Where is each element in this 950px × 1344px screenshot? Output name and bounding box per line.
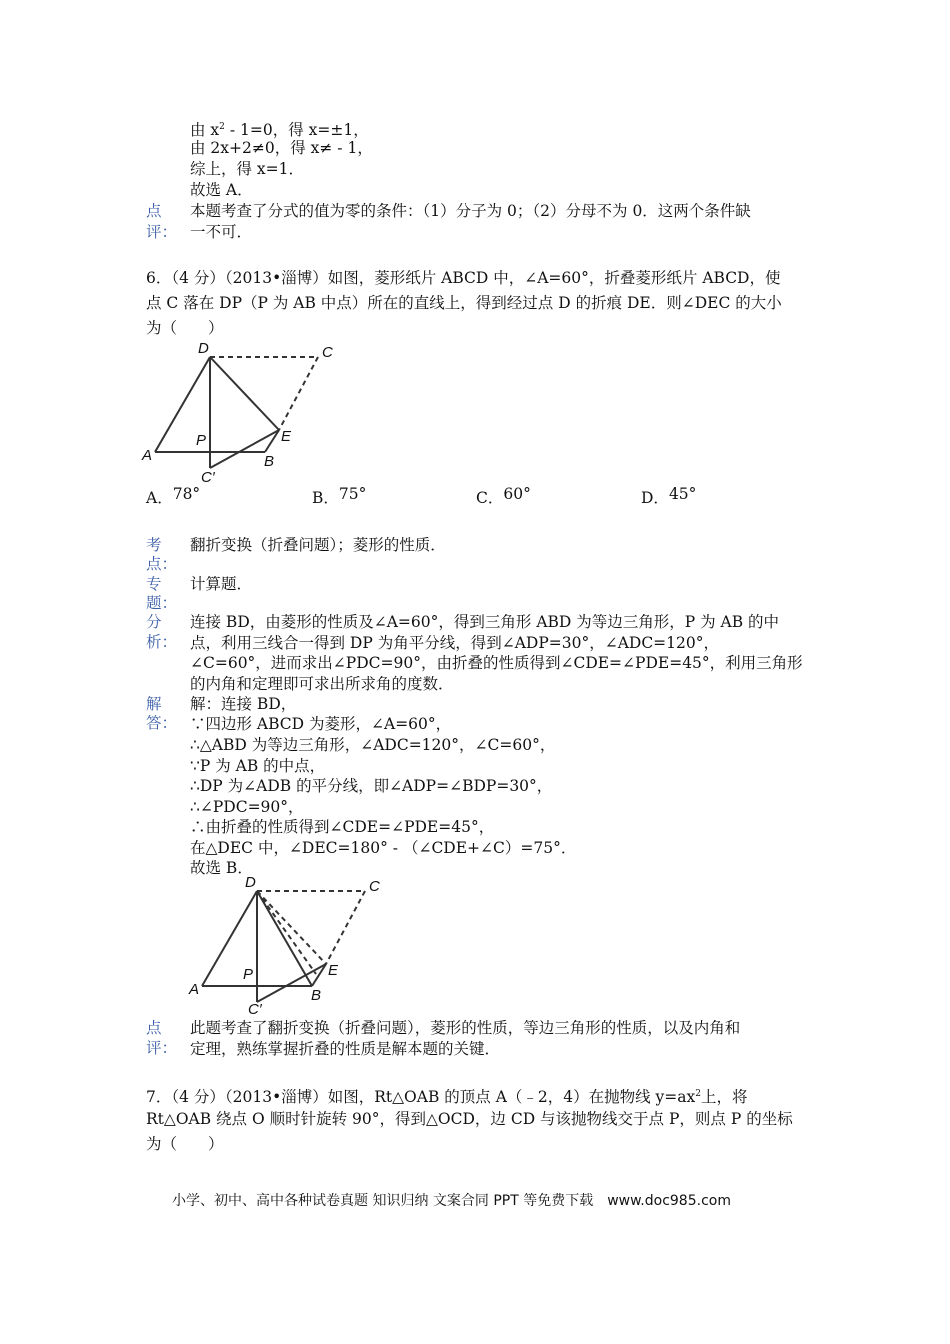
- zhuanti-label-2: 题：: [146, 594, 178, 612]
- zhuanti-text: 计算题．: [190, 575, 253, 593]
- q7-text-line-3: 为（ ）: [146, 1135, 224, 1153]
- jieda-line-6: ∴∠PDC=90°，: [190, 798, 304, 816]
- label-c-2: C: [369, 878, 380, 895]
- prev-review-label-1: 点: [146, 202, 162, 220]
- label-b-2: B: [311, 987, 322, 1004]
- label-c: C: [322, 344, 333, 361]
- dianping-label-2: 评：: [146, 1039, 178, 1057]
- prev-review-line-2: 一不可．: [190, 223, 253, 241]
- fenxi-label-1: 分: [146, 613, 162, 631]
- q6-option-b: B．75°: [312, 485, 367, 507]
- jieda-line-1: 解：连接 BD，: [190, 695, 297, 713]
- q6-option-c: C．60°: [476, 485, 531, 507]
- crease-de: [210, 357, 279, 430]
- q7-text-line-1: 7．（4 分）（2013•淄博）如图，Rt△OAB 的顶点 A（﹣2，4）在抛物线 $y=ax^2$上，将: [146, 1088, 748, 1106]
- q7-text-line-2: Rt△OAB 绕点 O 顺时针旋转 90°，得到△OCD，边 CD 与该抛物线交于点 P，则点 P 的坐标: [146, 1110, 793, 1128]
- dashed-ce: [279, 357, 318, 430]
- prev-solution-line-3: 综上，得 x=1．: [190, 160, 305, 178]
- jieda-label-2: 答：: [146, 714, 178, 732]
- q6-option-a: A．78°: [146, 485, 201, 507]
- prev-solution-line-1: 由 $x^2 - 1=0$，得 x=±1，: [190, 121, 369, 139]
- prev-review-label-2: 评：: [146, 223, 178, 241]
- fenxi-line-4: 的内角和定理即可求出所求角的度数．: [190, 675, 454, 693]
- label-a: A: [142, 447, 153, 464]
- label-a-2: A: [189, 981, 200, 998]
- dashed-de: [257, 891, 326, 964]
- label-c-prime-2: C′: [248, 1001, 262, 1015]
- jieda-label-1: 解: [146, 695, 162, 713]
- q6-text-line-3: 为（ ）: [146, 319, 224, 337]
- fenxi-line-3: ∠C=60°，进而求出∠PDC=90°，由折叠的性质得到∠CDE=∠PDE=45°，利用三角形: [190, 654, 803, 672]
- dianping-label-1: 点: [146, 1019, 162, 1037]
- label-p-2: P: [243, 966, 254, 983]
- jieda-line-3: ∴△ABD 为等边三角形，∠ADC=120°，∠C=60°，: [190, 736, 556, 754]
- q6-text-line-2: 点 C 落在 DP（P 为 AB 中点）所在的直线上，得到经过点 D 的折痕 DE．则∠DEC 的大小: [146, 294, 782, 312]
- dianping-line-2: 定理，熟练掌握折叠的性质是解本题的关键．: [190, 1040, 501, 1058]
- label-e: E: [281, 428, 292, 445]
- page-footer: 小学、初中、高中各种试卷真题 知识归纳 文案合同 PPT 等免费下载 www.doc985.com: [172, 1193, 731, 1209]
- kaodian-text: 翻折变换（折叠问题）；菱形的性质．: [190, 536, 446, 554]
- dashed-ce-2: [326, 891, 365, 964]
- prev-solution-line-2: 由 2x+2≠0，得 x≠ - 1，: [190, 139, 373, 157]
- jieda-line-5: ∴DP 为∠ADB 的平分线，即∠ADP=∠BDP=30°，: [190, 777, 553, 795]
- jieda-line-4: ∵P 为 AB 的中点，: [190, 757, 326, 775]
- q6-solution-figure: [180, 870, 400, 1015]
- prev-solution-line-4: 故选 A．: [190, 181, 253, 199]
- q6-option-d: D．45°: [641, 485, 697, 507]
- line-bd: [257, 891, 312, 986]
- prev-review-line-1: 本题考查了分式的值为零的条件：（1）分子为 0；（2）分母不为 0．这两个条件缺: [190, 202, 751, 220]
- label-d: D: [198, 340, 209, 357]
- label-b: B: [264, 453, 275, 470]
- label-e-2: E: [328, 962, 339, 979]
- dashed-dc-prime: [257, 891, 316, 974]
- label-d-2: D: [245, 874, 256, 891]
- fenxi-line-2: 点，利用三线合一得到 DP 为角平分线，得到∠ADP=30°，∠ADC=120°，: [190, 634, 719, 652]
- kaodian-label-1: 考: [146, 536, 162, 554]
- q6-text-line-1: 6．（4 分）（2013•淄博）如图，菱形纸片 ABCD 中，∠A=60°，折叠菱形纸片 ABCD，使: [146, 269, 781, 287]
- jieda-line-8: 在△DEC 中，∠DEC=180° - （∠CDE+∠C）=75°．: [190, 839, 577, 857]
- jieda-line-7: ∴由折叠的性质得到∠CDE=∠PDE=45°，: [190, 818, 495, 836]
- q6-figure: [135, 335, 355, 485]
- jieda-line-2: ∵四边形 ABCD 为菱形，∠A=60°，: [190, 715, 452, 733]
- kaodian-label-2: 点：: [146, 555, 178, 573]
- dianping-line-1: 此题考查了翻折变换（折叠问题），菱形的性质，等边三角形的性质，以及内角和: [190, 1019, 741, 1037]
- label-p: P: [196, 432, 207, 449]
- fenxi-label-2: 析：: [146, 633, 178, 651]
- fenxi-line-1: 连接 BD，由菱形的性质及∠A=60°，得到三角形 ABD 为等边三角形，P 为 AB 的中: [190, 613, 780, 631]
- zhuanti-label-1: 专: [146, 575, 162, 593]
- jieda-line-9: 故选 B．: [190, 859, 253, 877]
- label-c-prime: C′: [201, 469, 215, 485]
